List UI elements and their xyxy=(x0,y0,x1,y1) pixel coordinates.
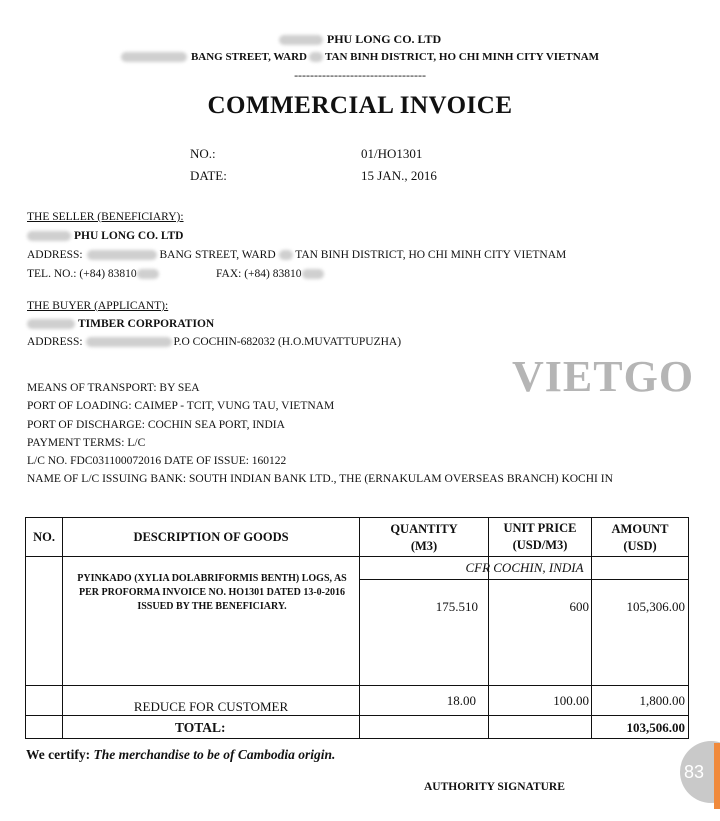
header-quantity-line2: (M3) xyxy=(410,539,438,553)
header-separator: --------------------------------- xyxy=(294,68,426,82)
origin-certification xyxy=(26,747,335,763)
redacted-block xyxy=(27,319,75,329)
seller-fax xyxy=(216,268,324,280)
header-unit-price-line1: UNIT PRICE xyxy=(503,521,577,535)
total-label: TOTAL: xyxy=(175,720,226,735)
row-2-description: REDUCE FOR CUSTOMER xyxy=(133,699,289,714)
certify-text: The merchandise to be of Cambodia origin. xyxy=(93,747,336,762)
header-amount-line2: (USD) xyxy=(623,539,657,553)
invoice-no-label: NO.: xyxy=(190,146,216,161)
row-2-quantity: 18.00 xyxy=(446,693,476,708)
row-2-unit-price: 100.00 xyxy=(553,693,589,708)
invoice-date-value: 15 JAN., 2016 xyxy=(361,168,437,183)
company-name: PHU LONG CO. LTD xyxy=(326,32,442,46)
seller-name: PHU LONG CO. LTD xyxy=(74,230,184,242)
redacted-block xyxy=(137,269,159,279)
issuing-bank: NAME OF L/C ISSUING BANK: SOUTH INDIAN BANK LTD., THE (ERNAKULAM OVERSEAS BRANCH) KOCHI IN xyxy=(27,473,613,485)
authority-signature: AUTHORITY SIGNATURE xyxy=(424,781,565,793)
redacted-block xyxy=(121,52,187,62)
watermark: VIETGO xyxy=(512,352,695,401)
header-unit-price-line2: (USD/M3) xyxy=(512,538,568,552)
redacted-block xyxy=(27,231,71,241)
row-1-quantity: 175.510 xyxy=(435,599,478,614)
seller-address xyxy=(27,249,566,261)
seller-fax-value: FAX: (+84) 83810 xyxy=(216,268,302,280)
seller-address-label: ADDRESS: xyxy=(27,249,83,261)
header-no: NO. xyxy=(33,530,55,544)
row-1-unit-price: 600 xyxy=(569,599,589,614)
seller-name-line xyxy=(27,230,183,242)
price-terms: CFR COCHIN, INDIA xyxy=(465,560,584,575)
row-divider xyxy=(25,556,689,557)
invoice-date-label: DATE: xyxy=(190,168,227,183)
redacted-block xyxy=(279,35,323,45)
company-address xyxy=(0,51,720,63)
row-divider xyxy=(25,715,689,716)
redacted-block xyxy=(309,52,323,62)
header-quantity xyxy=(360,521,488,555)
port-of-loading: PORT OF LOADING: CAIMEP - TCIT, VUNG TAU, VIETNAM xyxy=(27,400,335,412)
redacted-block xyxy=(279,250,293,260)
seller-address-part-2: TAN BINH DISTRICT, HO CHI MINH CITY VIETNAM xyxy=(295,249,567,261)
document-title: COMMERCIAL INVOICE xyxy=(207,92,513,119)
payment-terms: PAYMENT TERMS: L/C xyxy=(27,437,146,449)
row-divider xyxy=(25,685,689,686)
seller-address-part-1: BANG STREET, WARD xyxy=(159,249,276,261)
buyer-name: TIMBER CORPORATION xyxy=(78,318,215,330)
means-of-transport: MEANS OF TRANSPORT: BY SEA xyxy=(27,382,200,394)
seller-tel-value: TEL. NO.: (+84) 83810 xyxy=(27,268,137,280)
buyer-name-line xyxy=(27,318,214,330)
row-divider xyxy=(359,579,689,580)
header-description: DESCRIPTION OF GOODS xyxy=(133,530,289,544)
accent-bar xyxy=(714,743,720,809)
lc-number: L/C NO. FDC031100072016 DATE OF ISSUE: 160122 xyxy=(27,455,287,467)
redacted-block xyxy=(87,250,157,260)
header-amount xyxy=(592,521,688,555)
row-2-amount: 1,800.00 xyxy=(639,693,685,708)
address-part-1: BANG STREET, WARD xyxy=(190,51,307,63)
header-amount-line1: AMOUNT xyxy=(611,522,669,536)
header-unit-price xyxy=(489,520,591,554)
port-of-discharge: PORT OF DISCHARGE: COCHIN SEA PORT, INDIA xyxy=(27,419,285,431)
row-1-description: PYINKADO (XYLIA DOLABRIFORMIS BENTH) LOGS, AS PER PROFORMA INVOICE NO. HO1301 DATED 13-0-2016 ISSUED BY THE BENEFICIARY. xyxy=(77,573,347,612)
certify-lead: We certify: xyxy=(26,747,91,762)
buyer-address-label: ADDRESS: xyxy=(27,336,83,348)
redacted-block xyxy=(302,269,324,279)
row-1-amount: 105,306.00 xyxy=(626,599,685,614)
redacted-block xyxy=(86,337,172,347)
buyer-address-value: P.O COCHIN-682032 (H.O.MUVATTUPUZHA) xyxy=(173,336,402,348)
goods-table xyxy=(25,517,689,739)
buyer-heading: THE BUYER (APPLICANT): xyxy=(27,300,169,312)
seller-heading: THE SELLER (BENEFICIARY): xyxy=(27,211,184,223)
buyer-address xyxy=(27,336,401,348)
invoice-no-value: 01/HO1301 xyxy=(361,146,423,161)
address-part-2: TAN BINH DISTRICT, HO CHI MINH CITY VIETNAM xyxy=(325,51,600,63)
seller-tel xyxy=(27,268,159,280)
header-quantity-line1: QUANTITY xyxy=(390,522,458,536)
page-number-badge: 83 xyxy=(680,741,720,803)
total-amount: 103,506.00 xyxy=(626,720,685,735)
company-header xyxy=(0,32,720,47)
